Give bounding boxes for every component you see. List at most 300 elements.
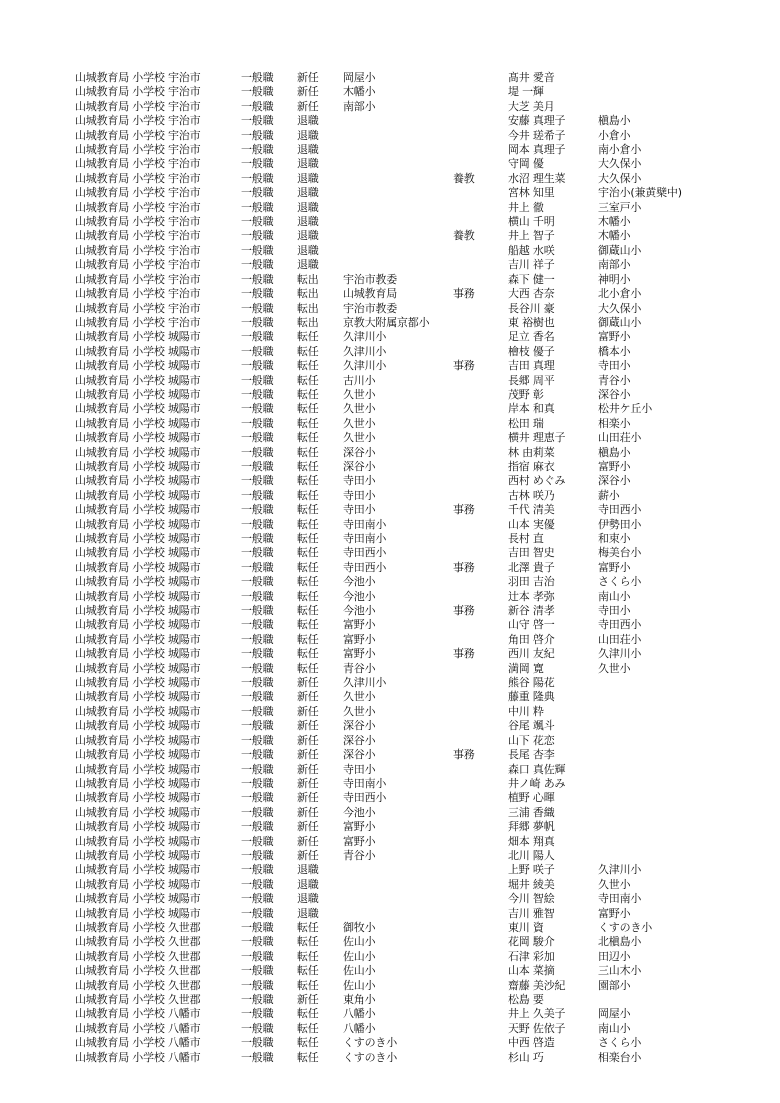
org-cell: 山城教育局 小学校 宇治市 xyxy=(75,258,201,272)
job-category-cell: 一般職 xyxy=(241,445,274,459)
transfer-type-cell: 新任 xyxy=(297,776,319,790)
job-category-cell: 一般職 xyxy=(241,935,274,949)
org-cell: 山城教育局 小学校 久世郡 xyxy=(75,978,201,992)
person-name-cell: 宮林 知里 xyxy=(508,186,555,200)
previous-school-cell: さくら小 xyxy=(598,575,642,589)
previous-school-cell: 北槇島小 xyxy=(598,935,642,949)
destination-school-cell: 富野小 xyxy=(343,632,376,646)
org-cell: 山城教育局 小学校 城陽市 xyxy=(75,387,201,401)
transfer-type-cell: 転任 xyxy=(297,344,319,358)
org-cell: 山城教育局 小学校 城陽市 xyxy=(75,459,201,473)
org-cell: 山城教育局 小学校 城陽市 xyxy=(75,892,201,906)
person-name-cell: 東川 資 xyxy=(508,920,544,934)
table-row xyxy=(0,229,780,243)
job-category-cell: 一般職 xyxy=(241,532,274,545)
person-name-cell: 横井 理恵子 xyxy=(508,431,566,445)
previous-school-cell: 富野小 xyxy=(598,560,631,574)
person-name-cell: 安藤 真理子 xyxy=(508,114,566,128)
previous-school-cell: 寺田小 xyxy=(598,604,631,618)
person-name-cell: 長谷川 豪 xyxy=(508,301,555,315)
job-category-cell: 一般職 xyxy=(241,402,274,416)
person-name-cell: 石津 彩加 xyxy=(508,949,555,963)
position-cell: 養教 xyxy=(453,171,475,185)
destination-school-cell: 深谷小 xyxy=(343,748,376,762)
person-name-cell: 水沼 理生菜 xyxy=(508,171,566,185)
transfer-type-cell: 退職 xyxy=(297,128,319,142)
job-category-cell: 一般職 xyxy=(241,186,274,200)
person-name-cell: 新谷 清孝 xyxy=(508,604,555,618)
org-cell: 山城教育局 小学校 久世郡 xyxy=(75,964,201,978)
job-category-cell: 一般職 xyxy=(241,978,274,992)
position-cell: 事務 xyxy=(453,503,475,517)
person-name-cell: 西川 友紀 xyxy=(508,647,555,661)
job-category-cell: 一般職 xyxy=(241,215,274,229)
table-row xyxy=(0,186,780,200)
table-row xyxy=(0,273,780,287)
table-row xyxy=(0,143,780,157)
transfer-type-cell: 新任 xyxy=(297,676,319,690)
person-name-cell: 山下 花恋 xyxy=(508,733,555,747)
destination-school-cell: 寺田南小 xyxy=(343,532,387,545)
person-name-cell: 今川 智絵 xyxy=(508,892,555,906)
org-cell: 山城教育局 小学校 宇治市 xyxy=(75,71,201,84)
person-name-cell: 東 裕樹也 xyxy=(508,315,555,329)
destination-school-cell: 岡屋小 xyxy=(343,71,376,84)
job-category-cell: 一般職 xyxy=(241,459,274,473)
table-row xyxy=(0,489,780,503)
transfer-type-cell: 転任 xyxy=(297,546,319,560)
table-row xyxy=(0,979,780,993)
previous-school-cell: 槇島小 xyxy=(598,114,631,128)
previous-school-cell: 富野小 xyxy=(598,906,631,920)
job-category-cell: 一般職 xyxy=(241,488,274,502)
previous-school-cell: 久世小 xyxy=(598,661,631,675)
org-cell: 山城教育局 小学校 城陽市 xyxy=(75,877,201,891)
person-name-cell: 守岡 優 xyxy=(508,157,544,171)
person-name-cell: 長尾 杏李 xyxy=(508,748,555,762)
org-cell: 山城教育局 小学校 城陽市 xyxy=(75,661,201,675)
position-cell: 事務 xyxy=(453,560,475,574)
position-cell: 養教 xyxy=(453,229,475,243)
destination-school-cell: 寺田西小 xyxy=(343,560,387,574)
transfer-type-cell: 転任 xyxy=(297,560,319,574)
table-row xyxy=(0,1051,780,1065)
transfer-type-cell: 新任 xyxy=(297,791,319,805)
org-cell: 山城教育局 小学校 久世郡 xyxy=(75,920,201,934)
org-cell: 山城教育局 小学校 久世郡 xyxy=(75,935,201,949)
table-row xyxy=(0,215,780,229)
transfer-type-cell: 転任 xyxy=(297,575,319,589)
org-cell: 山城教育局 小学校 宇治市 xyxy=(75,171,201,185)
person-name-cell: 齋藤 美沙紀 xyxy=(508,978,566,992)
previous-school-cell: 松井ケ丘小 xyxy=(598,402,652,416)
org-cell: 山城教育局 小学校 宇治市 xyxy=(75,143,201,157)
person-name-cell: 林 由莉菜 xyxy=(508,445,555,459)
previous-school-cell: 槇島小 xyxy=(598,445,631,459)
transfer-type-cell: 転任 xyxy=(297,964,319,978)
transfer-type-cell: 退職 xyxy=(297,258,319,272)
job-category-cell: 一般職 xyxy=(241,748,274,762)
table-row xyxy=(0,258,780,272)
org-cell: 山城教育局 小学校 城陽市 xyxy=(75,546,201,560)
previous-school-cell: 岡屋小 xyxy=(598,1007,631,1021)
transfer-type-cell: 退職 xyxy=(297,200,319,214)
table-row xyxy=(0,532,780,546)
transfer-type-cell: 転任 xyxy=(297,1021,319,1035)
destination-school-cell: 青谷小 xyxy=(343,661,376,675)
org-cell: 山城教育局 小学校 宇治市 xyxy=(75,114,201,128)
org-cell: 山城教育局 小学校 宇治市 xyxy=(75,85,201,99)
person-name-cell: 畑本 翔真 xyxy=(508,834,555,848)
previous-school-cell: 梅美台小 xyxy=(598,546,642,560)
destination-school-cell: 南部小 xyxy=(343,99,376,113)
person-name-cell: 吉田 智史 xyxy=(508,546,555,560)
job-category-cell: 一般職 xyxy=(241,920,274,934)
org-cell: 山城教育局 小学校 宇治市 xyxy=(75,315,201,329)
org-cell: 山城教育局 小学校 城陽市 xyxy=(75,805,201,819)
previous-school-cell: 園部小 xyxy=(598,978,631,992)
job-category-cell: 一般職 xyxy=(241,1021,274,1035)
destination-school-cell: 山城教育局 xyxy=(343,287,397,301)
person-name-cell: 髙井 愛音 xyxy=(508,71,555,84)
transfer-type-cell: 転任 xyxy=(297,661,319,675)
previous-school-cell: 寺田西小 xyxy=(598,618,642,632)
previous-school-cell: 山田荘小 xyxy=(598,632,642,646)
transfer-type-cell: 新任 xyxy=(297,85,319,99)
table-row xyxy=(0,690,780,704)
destination-school-cell: 宇治市教委 xyxy=(343,272,397,286)
table-row xyxy=(0,892,780,906)
job-category-cell: 一般職 xyxy=(241,431,274,445)
org-cell: 山城教育局 小学校 城陽市 xyxy=(75,503,201,517)
position-cell: 事務 xyxy=(453,359,475,373)
table-row xyxy=(0,201,780,215)
table-row xyxy=(0,618,780,632)
previous-school-cell: 寺田南小 xyxy=(598,892,642,906)
transfer-type-cell: 新任 xyxy=(297,834,319,848)
org-cell: 山城教育局 小学校 城陽市 xyxy=(75,330,201,344)
person-name-cell: 三浦 香織 xyxy=(508,805,555,819)
job-category-cell: 一般職 xyxy=(241,647,274,661)
transfer-type-cell: 退職 xyxy=(297,243,319,257)
org-cell: 山城教育局 小学校 城陽市 xyxy=(75,690,201,704)
org-cell: 山城教育局 小学校 久世郡 xyxy=(75,949,201,963)
job-category-cell: 一般職 xyxy=(241,632,274,646)
destination-school-cell: 八幡小 xyxy=(343,1007,376,1021)
table-row xyxy=(0,676,780,690)
person-name-cell: 松田 瑞 xyxy=(508,416,544,430)
personnel-list xyxy=(0,71,780,1065)
table-row xyxy=(0,791,780,805)
position-cell: 事務 xyxy=(453,647,475,661)
job-category-cell: 一般職 xyxy=(241,243,274,257)
previous-school-cell: 南部小 xyxy=(598,258,631,272)
org-cell: 山城教育局 小学校 宇治市 xyxy=(75,301,201,315)
table-row xyxy=(0,172,780,186)
job-category-cell: 一般職 xyxy=(241,359,274,373)
transfer-type-cell: 転任 xyxy=(297,330,319,344)
table-row xyxy=(0,374,780,388)
table-row xyxy=(0,849,780,863)
transfer-type-cell: 転出 xyxy=(297,315,319,329)
job-category-cell: 一般職 xyxy=(241,719,274,733)
person-name-cell: 羽田 吉治 xyxy=(508,575,555,589)
org-cell: 山城教育局 小学校 宇治市 xyxy=(75,128,201,142)
job-category-cell: 一般職 xyxy=(241,503,274,517)
org-cell: 山城教育局 小学校 城陽市 xyxy=(75,445,201,459)
job-category-cell: 一般職 xyxy=(241,993,274,1006)
job-category-cell: 一般職 xyxy=(241,272,274,286)
transfer-type-cell: 退職 xyxy=(297,215,319,229)
previous-school-cell: 山田荘小 xyxy=(598,431,642,445)
transfer-type-cell: 転任 xyxy=(297,431,319,445)
destination-school-cell: 深谷小 xyxy=(343,445,376,459)
previous-school-cell: 三室戸小 xyxy=(598,200,642,214)
transfer-type-cell: 転任 xyxy=(297,1007,319,1021)
person-name-cell: 今井 瑳希子 xyxy=(508,128,566,142)
table-row xyxy=(0,633,780,647)
table-row xyxy=(0,777,780,791)
destination-school-cell: 久世小 xyxy=(343,387,376,401)
destination-school-cell: 富野小 xyxy=(343,618,376,632)
org-cell: 山城教育局 小学校 城陽市 xyxy=(75,604,201,618)
table-row xyxy=(0,460,780,474)
destination-school-cell: 寺田西小 xyxy=(343,791,387,805)
transfer-type-cell: 退職 xyxy=(297,143,319,157)
previous-school-cell: 南山小 xyxy=(598,589,631,603)
transfer-type-cell: 転任 xyxy=(297,474,319,488)
job-category-cell: 一般職 xyxy=(241,71,274,84)
destination-school-cell: 東角小 xyxy=(343,993,376,1006)
person-name-cell: 松島 要 xyxy=(508,993,544,1006)
previous-school-cell: 寺田西小 xyxy=(598,503,642,517)
person-name-cell: 植野 心暉 xyxy=(508,791,555,805)
previous-school-cell: 富野小 xyxy=(598,330,631,344)
transfer-type-cell: 転任 xyxy=(297,1050,319,1064)
table-row xyxy=(0,719,780,733)
person-name-cell: 上野 咲子 xyxy=(508,863,555,877)
table-row xyxy=(0,820,780,834)
job-category-cell: 一般職 xyxy=(241,546,274,560)
table-row xyxy=(0,129,780,143)
destination-school-cell: 久世小 xyxy=(343,690,376,704)
transfer-type-cell: 退職 xyxy=(297,114,319,128)
person-name-cell: 北澤 貴子 xyxy=(508,560,555,574)
org-cell: 山城教育局 小学校 城陽市 xyxy=(75,647,201,661)
person-name-cell: 井上 徹 xyxy=(508,200,544,214)
org-cell: 山城教育局 小学校 城陽市 xyxy=(75,820,201,834)
org-cell: 山城教育局 小学校 城陽市 xyxy=(75,532,201,545)
previous-school-cell: 南小倉小 xyxy=(598,143,642,157)
previous-school-cell: 御蔵山小 xyxy=(598,315,642,329)
person-name-cell: 谷尾 颯斗 xyxy=(508,719,555,733)
table-row xyxy=(0,546,780,560)
destination-school-cell: 寺田西小 xyxy=(343,546,387,560)
transfer-type-cell: 転任 xyxy=(297,978,319,992)
transfer-type-cell: 転任 xyxy=(297,359,319,373)
transfer-type-cell: 新任 xyxy=(297,719,319,733)
transfer-type-cell: 転任 xyxy=(297,459,319,473)
person-name-cell: 吉田 真理 xyxy=(508,359,555,373)
transfer-type-cell: 転出 xyxy=(297,272,319,286)
org-cell: 山城教育局 小学校 城陽市 xyxy=(75,488,201,502)
previous-school-cell: 大久保小 xyxy=(598,301,642,315)
transfer-type-cell: 退職 xyxy=(297,877,319,891)
org-cell: 山城教育局 小学校 宇治市 xyxy=(75,287,201,301)
org-cell: 山城教育局 小学校 八幡市 xyxy=(75,1036,201,1050)
org-cell: 山城教育局 小学校 八幡市 xyxy=(75,1021,201,1035)
person-name-cell: 西村 めぐみ xyxy=(508,474,566,488)
job-category-cell: 一般職 xyxy=(241,690,274,704)
org-cell: 山城教育局 小学校 城陽市 xyxy=(75,344,201,358)
table-row xyxy=(0,85,780,99)
person-name-cell: 茂野 彰 xyxy=(508,387,544,401)
org-cell: 山城教育局 小学校 城陽市 xyxy=(75,719,201,733)
destination-school-cell: 佐山小 xyxy=(343,935,376,949)
job-category-cell: 一般職 xyxy=(241,157,274,171)
table-row xyxy=(0,474,780,488)
previous-school-cell: 木幡小 xyxy=(598,215,631,229)
org-cell: 山城教育局 小学校 城陽市 xyxy=(75,431,201,445)
transfer-type-cell: 新任 xyxy=(297,704,319,718)
table-row xyxy=(0,330,780,344)
transfer-type-cell: 転任 xyxy=(297,445,319,459)
table-row xyxy=(0,950,780,964)
job-category-cell: 一般職 xyxy=(241,128,274,142)
job-category-cell: 一般職 xyxy=(241,863,274,877)
person-name-cell: 岡本 真理子 xyxy=(508,143,566,157)
table-row xyxy=(0,921,780,935)
transfer-type-cell: 転任 xyxy=(297,618,319,632)
destination-school-cell: 久津川小 xyxy=(343,330,387,344)
destination-school-cell: 寺田小 xyxy=(343,503,376,517)
transfer-type-cell: 新任 xyxy=(297,99,319,113)
job-category-cell: 一般職 xyxy=(241,892,274,906)
job-category-cell: 一般職 xyxy=(241,733,274,747)
destination-school-cell: 今池小 xyxy=(343,805,376,819)
person-name-cell: 大西 杏奈 xyxy=(508,287,555,301)
job-category-cell: 一般職 xyxy=(241,820,274,834)
person-name-cell: 岸本 和真 xyxy=(508,402,555,416)
job-category-cell: 一般職 xyxy=(241,589,274,603)
previous-school-cell: 大久保小 xyxy=(598,157,642,171)
person-name-cell: 井上 智子 xyxy=(508,229,555,243)
transfer-type-cell: 転任 xyxy=(297,488,319,502)
destination-school-cell: 深谷小 xyxy=(343,459,376,473)
table-row xyxy=(0,590,780,604)
table-row xyxy=(0,734,780,748)
table-row xyxy=(0,835,780,849)
org-cell: 山城教育局 小学校 城陽市 xyxy=(75,589,201,603)
table-row xyxy=(0,1036,780,1050)
org-cell: 山城教育局 小学校 八幡市 xyxy=(75,1050,201,1064)
destination-school-cell: 青谷小 xyxy=(343,848,376,862)
person-name-cell: 満岡 寛 xyxy=(508,661,544,675)
person-name-cell: 角田 啓介 xyxy=(508,632,555,646)
table-row xyxy=(0,100,780,114)
transfer-type-cell: 転任 xyxy=(297,1036,319,1050)
person-name-cell: 井上 久美子 xyxy=(508,1007,566,1021)
person-name-cell: 花岡 駿介 xyxy=(508,935,555,949)
previous-school-cell: 薪小 xyxy=(598,488,620,502)
job-category-cell: 一般職 xyxy=(241,776,274,790)
previous-school-cell: 南山小 xyxy=(598,1021,631,1035)
destination-school-cell: 寺田南小 xyxy=(343,776,387,790)
transfer-type-cell: 転任 xyxy=(297,532,319,545)
transfer-type-cell: 新任 xyxy=(297,762,319,776)
destination-school-cell: 古川小 xyxy=(343,373,376,387)
job-category-cell: 一般職 xyxy=(241,661,274,675)
previous-school-cell: 和束小 xyxy=(598,532,631,545)
job-category-cell: 一般職 xyxy=(241,387,274,401)
previous-school-cell: 久世小 xyxy=(598,877,631,891)
person-name-cell: 熊谷 陽花 xyxy=(508,676,555,690)
job-category-cell: 一般職 xyxy=(241,834,274,848)
destination-school-cell: 今池小 xyxy=(343,604,376,618)
job-category-cell: 一般職 xyxy=(241,114,274,128)
person-name-cell: 指宿 麻衣 xyxy=(508,459,555,473)
table-row xyxy=(0,114,780,128)
job-category-cell: 一般職 xyxy=(241,848,274,862)
table-row xyxy=(0,806,780,820)
org-cell: 山城教育局 小学校 宇治市 xyxy=(75,215,201,229)
transfer-type-cell: 新任 xyxy=(297,805,319,819)
org-cell: 山城教育局 小学校 城陽市 xyxy=(75,402,201,416)
table-row xyxy=(0,359,780,373)
transfer-type-cell: 転任 xyxy=(297,589,319,603)
previous-school-cell: 三山木小 xyxy=(598,964,642,978)
position-cell: 事務 xyxy=(453,287,475,301)
person-name-cell: 天野 佐依子 xyxy=(508,1021,566,1035)
job-category-cell: 一般職 xyxy=(241,1036,274,1050)
destination-school-cell: 寺田小 xyxy=(343,488,376,502)
job-category-cell: 一般職 xyxy=(241,474,274,488)
person-name-cell: 森口 真佐輝 xyxy=(508,762,566,776)
position-cell: 事務 xyxy=(453,604,475,618)
job-category-cell: 一般職 xyxy=(241,143,274,157)
org-cell: 山城教育局 小学校 城陽市 xyxy=(75,632,201,646)
person-name-cell: 山本 菜摘 xyxy=(508,964,555,978)
person-name-cell: 辻本 孝弥 xyxy=(508,589,555,603)
table-row xyxy=(0,964,780,978)
org-cell: 山城教育局 小学校 城陽市 xyxy=(75,848,201,862)
previous-school-cell: 久津川小 xyxy=(598,863,642,877)
destination-school-cell: 今池小 xyxy=(343,589,376,603)
job-category-cell: 一般職 xyxy=(241,85,274,99)
destination-school-cell: 八幡小 xyxy=(343,1021,376,1035)
job-category-cell: 一般職 xyxy=(241,560,274,574)
previous-school-cell: くすのき小 xyxy=(598,920,652,934)
job-category-cell: 一般職 xyxy=(241,301,274,315)
table-row xyxy=(0,604,780,618)
transfer-type-cell: 転出 xyxy=(297,287,319,301)
job-category-cell: 一般職 xyxy=(241,171,274,185)
org-cell: 山城教育局 小学校 城陽市 xyxy=(75,906,201,920)
destination-school-cell: 京教大附属京都小 xyxy=(343,315,430,329)
previous-school-cell: 宇治小(兼黄檗中) xyxy=(598,186,682,200)
job-category-cell: 一般職 xyxy=(241,1050,274,1064)
person-name-cell: 藤重 隆典 xyxy=(508,690,555,704)
table-row xyxy=(0,1022,780,1036)
destination-school-cell: 富野小 xyxy=(343,834,376,848)
person-name-cell: 吉川 雅智 xyxy=(508,906,555,920)
job-category-cell: 一般職 xyxy=(241,99,274,113)
person-name-cell: 井ノ崎 あみ xyxy=(508,776,566,790)
table-row xyxy=(0,431,780,445)
org-cell: 山城教育局 小学校 城陽市 xyxy=(75,560,201,574)
previous-school-cell: 富野小 xyxy=(598,459,631,473)
job-category-cell: 一般職 xyxy=(241,618,274,632)
